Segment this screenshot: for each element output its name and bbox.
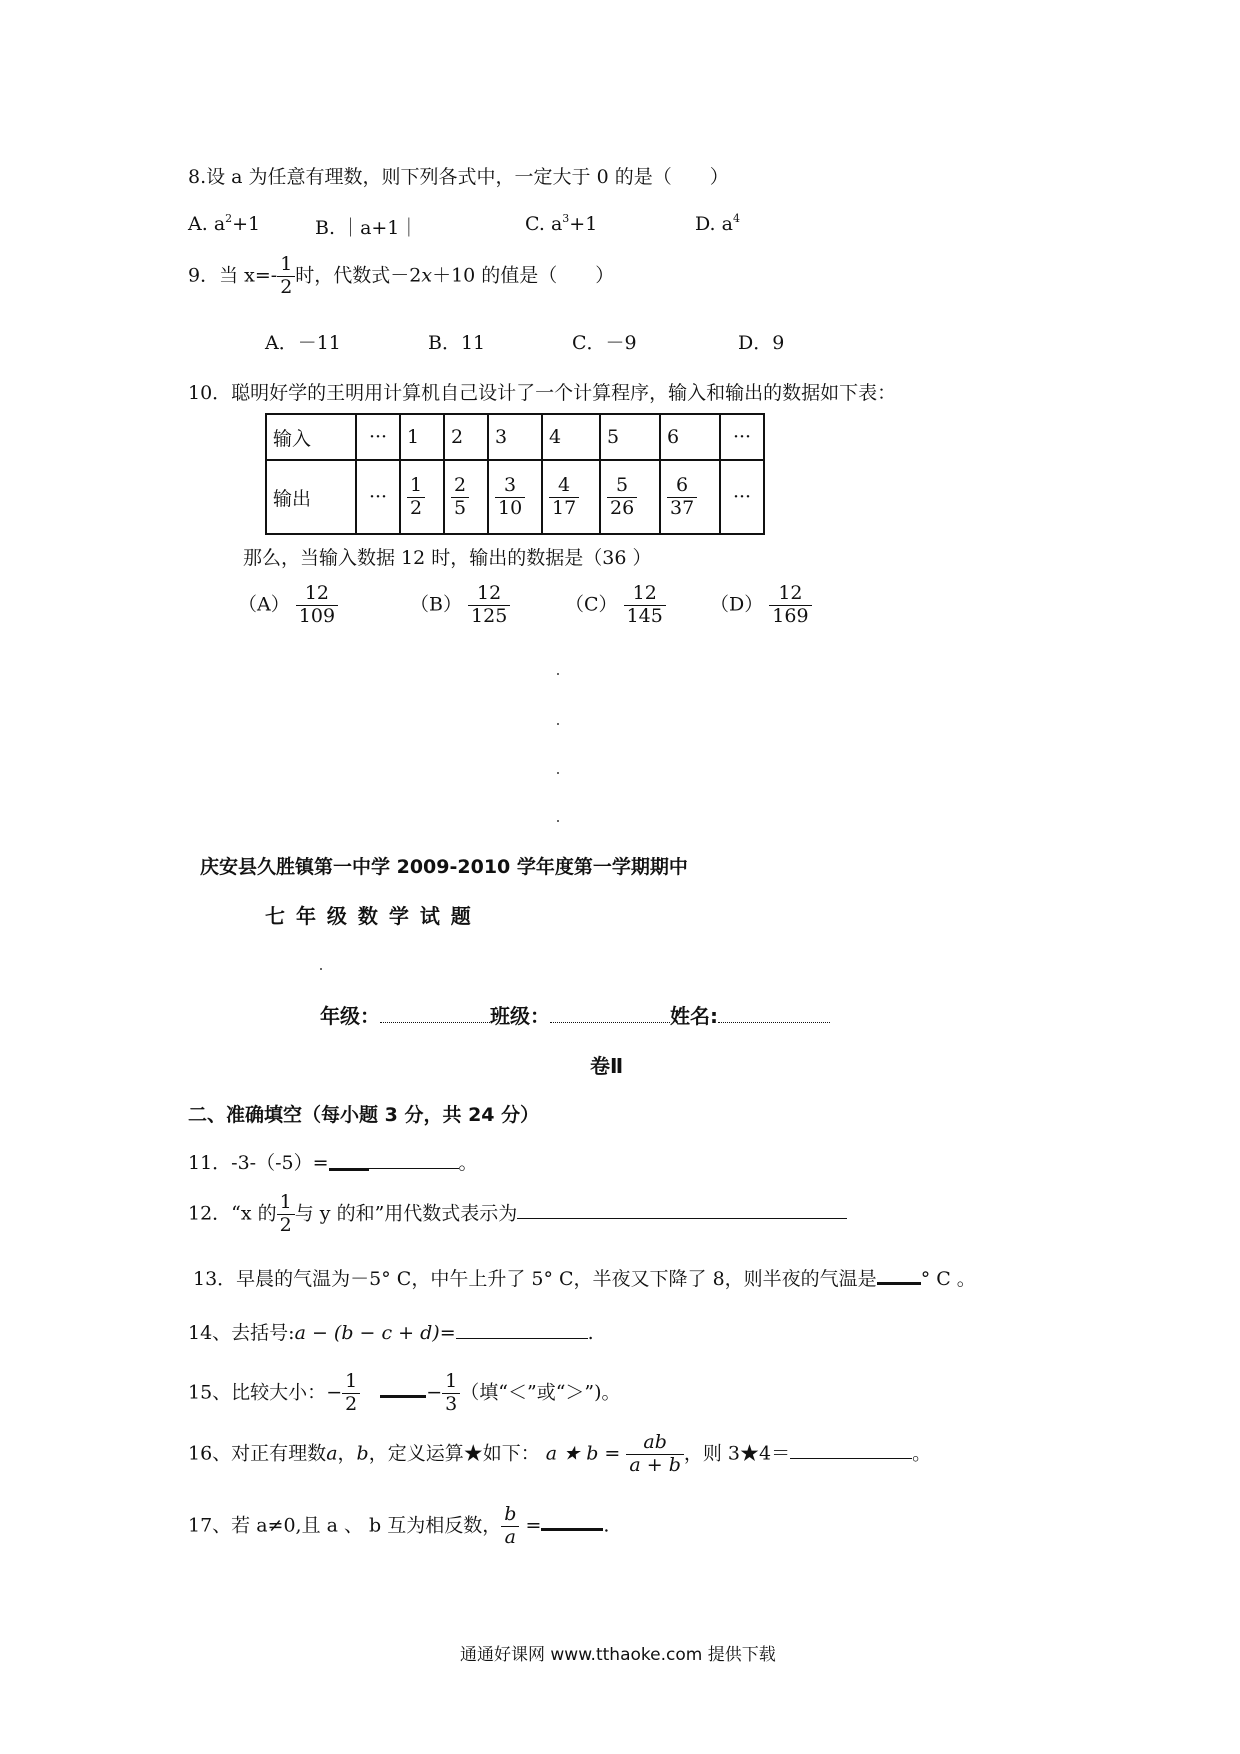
q14-blank[interactable] bbox=[456, 1318, 588, 1339]
q13: 13．早晨的气温为－5° C，中午上升了 5° C，半夜又下降了 8，则半夜的气温是 ° C 。 bbox=[193, 1262, 976, 1291]
q10-question: 那么，当输入数据 12 时，输出的数据是（36 ） bbox=[243, 547, 652, 569]
q12-blank[interactable] bbox=[517, 1198, 847, 1219]
q9-option-d: D．9 bbox=[738, 332, 785, 354]
input-cell: 4 bbox=[542, 414, 600, 460]
scan-speck bbox=[557, 723, 559, 725]
scan-speck bbox=[320, 968, 322, 970]
q10-option-b: （B） $\frac{12}{125}$ bbox=[410, 584, 510, 627]
output-cell: $\frac{5}{26}$ bbox=[600, 460, 660, 534]
q10-stem: 10．聪明好学的王明用计算机自己设计了一个计算程序，输入和输出的数据如下表： bbox=[188, 382, 897, 404]
section-title: 二、准确填空（每小题 3 分，共 24 分） bbox=[188, 1104, 540, 1126]
q12: 12．“x 的 $\frac{1}{2}$ 与 y 的和”用代数式表示为 bbox=[188, 1193, 847, 1236]
school-title: 庆安县久胜镇第一中学 2009-2010 学年度第一学期期中 bbox=[200, 856, 688, 878]
q9-fraction: $\frac{1}{2}$ bbox=[277, 255, 295, 298]
table-row-input bbox=[266, 414, 764, 460]
io-table bbox=[265, 413, 765, 535]
output-row-label: 输出 bbox=[266, 460, 356, 534]
table-row-output bbox=[266, 460, 764, 534]
scan-speck bbox=[557, 820, 559, 822]
q10-option-a: （A） $\frac{12}{109}$ bbox=[238, 584, 338, 627]
footer-credit: 通通好课网 www.tthaoke.com 提供下载 bbox=[460, 1645, 776, 1665]
input-cell: 1 bbox=[400, 414, 444, 460]
output-cell: $\frac{4}{17}$ bbox=[542, 460, 600, 534]
class-blank[interactable] bbox=[550, 1002, 670, 1023]
input-cell: 2 bbox=[444, 414, 488, 460]
q8-option-c: C. $a^3+1$ bbox=[525, 212, 598, 235]
output-cell: $\frac{2}{5}$ bbox=[444, 460, 488, 534]
q16: 16、对正有理数a，b，定义运算★如下： a ★ b = $\frac{ab}{a + b}$ ，则 3★4＝ 。 bbox=[188, 1431, 932, 1476]
scan-speck bbox=[557, 772, 559, 774]
q8-option-b: B. ｜a+1｜ bbox=[315, 217, 419, 239]
q9-stem: 9．当 x=- $\frac{1}{2}$ 时，代数式－2x＋10 的值是（ ） bbox=[188, 253, 615, 298]
q9-option-c: C．－9 bbox=[572, 332, 637, 354]
output-cell: $\frac{6}{37}$ bbox=[660, 460, 720, 534]
student-info-line bbox=[320, 1000, 830, 1029]
input-cell: 6 bbox=[660, 414, 720, 460]
q17-blank[interactable] bbox=[541, 1508, 603, 1531]
q11: 11．-3-（-5）= 。 bbox=[188, 1148, 478, 1175]
q8-option-a: A. $a^2+1$ bbox=[188, 212, 261, 235]
input-ellipsis-left: ··· bbox=[356, 414, 400, 460]
q11-blank[interactable] bbox=[329, 1148, 459, 1169]
q13-blank[interactable] bbox=[877, 1262, 921, 1285]
grade-blank[interactable] bbox=[380, 1002, 490, 1023]
volume-label: 卷Ⅱ bbox=[590, 1054, 624, 1078]
q17: 17、若 a≠0,且 a 、 b 互为相反数， $\frac{b}{a}$ = . bbox=[188, 1503, 610, 1548]
q15-blank[interactable] bbox=[380, 1375, 426, 1398]
name-blank[interactable] bbox=[718, 1002, 830, 1023]
output-ellipsis-right: ··· bbox=[720, 460, 764, 534]
q16-blank[interactable] bbox=[790, 1438, 912, 1459]
output-cell: $\frac{3}{10}$ bbox=[488, 460, 542, 534]
q10-option-d: （D） $\frac{12}{169}$ bbox=[710, 584, 812, 627]
q9-option-b: B．11 bbox=[428, 332, 486, 354]
input-cell: 5 bbox=[600, 414, 660, 460]
subject-title: 七 年 级 数 学 试 题 bbox=[265, 904, 473, 928]
q14: 14、去括号:a − (b − c + d)= . bbox=[188, 1318, 594, 1345]
input-ellipsis-right: ··· bbox=[720, 414, 764, 460]
class-label: 班级： bbox=[490, 1004, 550, 1028]
q8-option-d: D. $a^4$ bbox=[695, 212, 740, 235]
grade-label: 年级： bbox=[320, 1004, 380, 1028]
q8-stem: 8.设 a 为任意有理数，则下列各式中，一定大于 0 的是（ ） bbox=[188, 166, 729, 188]
input-row-label: 输入 bbox=[266, 414, 356, 460]
q15: 15、比较大小：− $\frac{1}{2}$ − $\frac{1}{3}$ （填“＜”或“＞”)。 bbox=[188, 1370, 621, 1415]
output-cell: $\frac{1}{2}$ bbox=[400, 460, 444, 534]
name-label: 姓名: bbox=[670, 1004, 718, 1028]
q9-option-a: A．－11 bbox=[265, 332, 341, 354]
q10-option-c: （C） $\frac{12}{145}$ bbox=[565, 584, 666, 627]
output-ellipsis-left: ··· bbox=[356, 460, 400, 534]
scan-speck bbox=[557, 673, 559, 675]
input-cell: 3 bbox=[488, 414, 542, 460]
